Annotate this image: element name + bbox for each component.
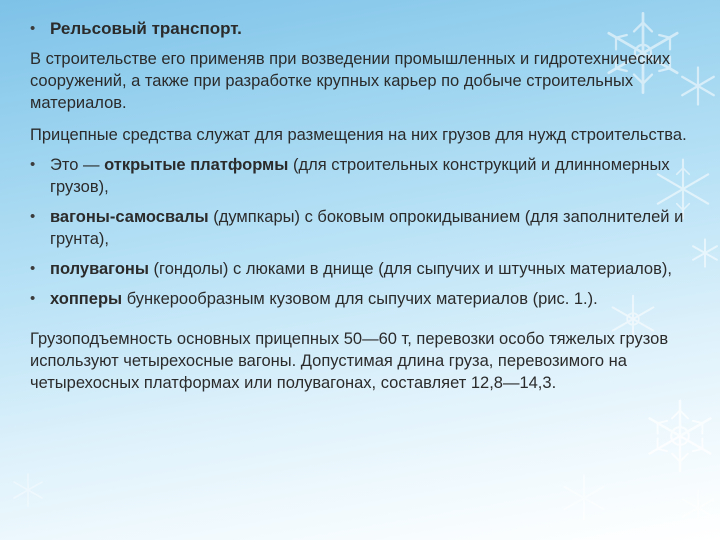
spacer <box>30 318 698 328</box>
list-item-term: полувагоны <box>50 260 149 278</box>
bullet-icon: • <box>30 156 36 173</box>
heading-row <box>30 18 698 40</box>
snowflake-icon <box>8 470 48 510</box>
bullet-list <box>30 154 698 310</box>
list-item-term: хопперы <box>50 290 123 308</box>
bullet-icon: • <box>30 290 36 307</box>
list-item-term: открытые платформы <box>104 156 289 174</box>
list-item-post: (для строительных конструкций и длинномерных грузов), <box>50 156 670 196</box>
list-item-text <box>50 288 698 310</box>
list-item-post: (гондолы) с люками в днище (для сыпучих и штучных материалов), <box>148 260 672 278</box>
snowflake-icon <box>556 470 612 526</box>
list-item-text <box>50 154 698 198</box>
list-item-post: бункерообразным кузовом для сыпучих материалов (рис. 1.). <box>122 290 598 308</box>
list-item <box>30 258 698 280</box>
bullet-icon: • <box>30 20 36 37</box>
slide-heading: Рельсовый транспорт. <box>50 19 242 38</box>
bullet-icon: • <box>30 208 36 225</box>
list-item-text <box>50 206 698 250</box>
paragraph-capacity: Грузоподъемность основных прицепных 50—60 т, перевозки особо тяжелых грузов используют четырехосные вагоны. Допустимая длина груза, перевозимого на четырехосных платформах или полувагонах, составляет 12,8—14,3. <box>30 330 669 392</box>
list-item <box>30 206 698 250</box>
list-item-text <box>50 258 698 280</box>
list-item-term: вагоны-самосвалы <box>50 208 209 226</box>
list-item <box>30 288 698 310</box>
snowflake-icon <box>676 486 720 530</box>
list-item-pre: Это — <box>50 156 105 174</box>
paragraph-trailers: Прицепные средства служат для размещения на них грузов для нужд строительства. <box>30 126 687 144</box>
bullet-icon: • <box>30 260 36 277</box>
snowflake-icon <box>640 396 720 476</box>
list-item-post: (думпкары) с боковым опрокидыванием (для заполнителей и грунта), <box>50 208 684 248</box>
list-item <box>30 154 698 198</box>
paragraph-intro: В строительстве его применяв при возведении промышленных и гидротехнических сооружений, а также при разработке крупных карьер по добыче строительных материалов. <box>30 50 671 112</box>
